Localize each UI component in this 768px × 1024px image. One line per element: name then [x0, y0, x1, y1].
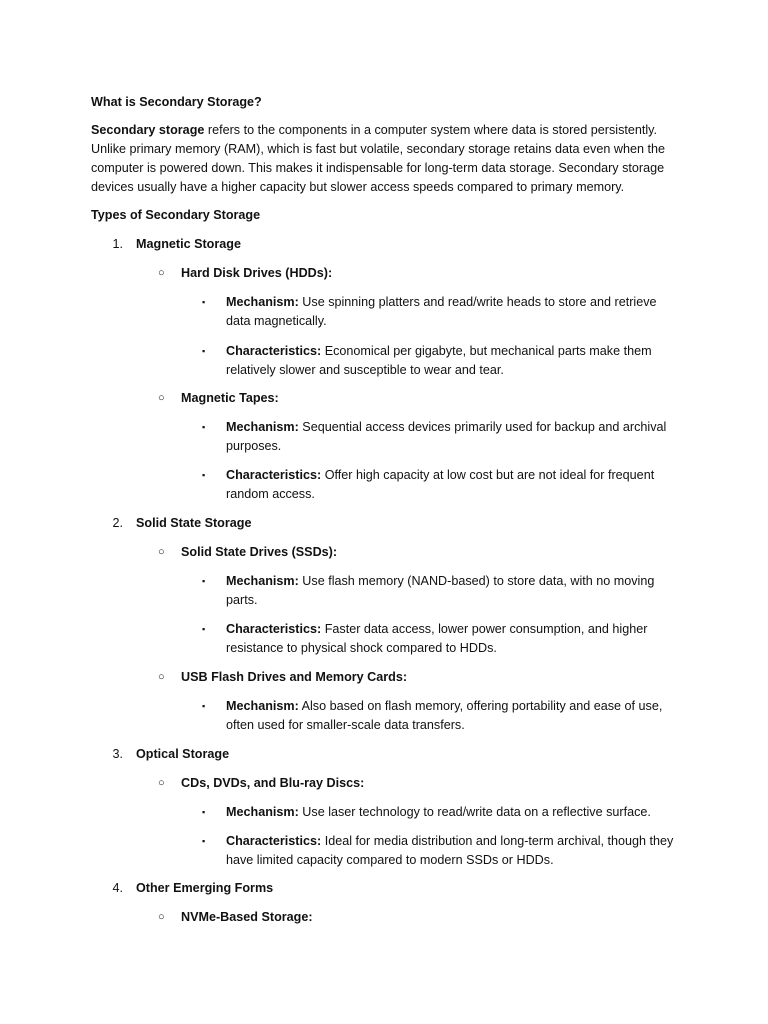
list-number: 3. [112, 747, 123, 761]
list-item: Mechanism: Sequential access devices primarily used for backup and archival purposes. [226, 420, 667, 453]
subsection-title: Magnetic Tapes: [181, 391, 279, 405]
intro-line-2: Unlike primary memory (RAM), which is fast but volatile, secondary storage retains data even when the [91, 142, 665, 156]
intro-line-4: devices usually have a higher capacity but slower access speeds compared to primary memory. [91, 180, 625, 194]
list-item: Mechanism: Also based on flash memory, offering portability and ease of use, often used for smaller-scale data transfers. [226, 699, 663, 732]
subsection-title: CDs, DVDs, and Blu-ray Discs: [181, 776, 365, 790]
square-bullet-icon: ▪ [202, 807, 206, 817]
list-number: 2. [112, 516, 123, 530]
section-title: Optical Storage [136, 747, 230, 761]
circle-bullet-icon: ○ [158, 671, 165, 683]
square-bullet-icon: ▪ [202, 297, 206, 307]
circle-bullet-icon: ○ [158, 392, 165, 404]
intro-line-1 [91, 121, 665, 140]
square-bullet-icon: ▪ [202, 346, 206, 356]
characteristics-label: Characteristics: [226, 834, 322, 848]
list-item: Characteristics: Faster data access, lower power consumption, and higher resistance to physical shock compared to HDDs. [226, 622, 648, 655]
subsection-title: Solid State Drives (SSDs): [181, 545, 338, 559]
mechanism-label: Mechanism: [226, 295, 299, 309]
section-title: Solid State Storage [136, 516, 252, 530]
list-item: Characteristics: Offer high capacity at low cost but are not ideal for frequent random access. [226, 468, 655, 501]
intro-term: Secondary storage [91, 123, 205, 137]
square-bullet-icon: ▪ [202, 422, 206, 432]
section-heading: Types of Secondary Storage [91, 208, 261, 222]
square-bullet-icon: ▪ [202, 470, 206, 480]
subsection-title: Hard Disk Drives (HDDs): [181, 266, 333, 280]
characteristics-label: Characteristics: [226, 468, 322, 482]
circle-bullet-icon: ○ [158, 911, 165, 923]
circle-bullet-icon: ○ [158, 777, 165, 789]
intro-line-1-text: refers to the components in a computer system where data is stored persistently. [204, 123, 658, 137]
circle-bullet-icon: ○ [158, 546, 165, 558]
list-number: 1. [112, 237, 123, 251]
mechanism-label: Mechanism: [226, 805, 299, 819]
square-bullet-icon: ▪ [202, 701, 206, 711]
list-item: Mechanism: Use flash memory (NAND-based) to store data, with no moving parts. [226, 574, 655, 607]
mechanism-label: Mechanism: [226, 699, 299, 713]
list-item: Characteristics: Ideal for media distribution and long-term archival, though they have limited capacity compared to modern SSDs or HDDs. [226, 834, 674, 867]
list-item: Characteristics: Economical per gigabyte, but mechanical parts make them relatively slower and susceptible to wear and tear. [226, 344, 652, 377]
section-title: Magnetic Storage [136, 237, 241, 251]
mechanism-label: Mechanism: [226, 420, 299, 434]
characteristics-label: Characteristics: [226, 344, 322, 358]
mechanism-label: Mechanism: [226, 574, 299, 588]
square-bullet-icon: ▪ [202, 576, 206, 586]
intro-paragraph [91, 121, 665, 197]
section-title: Other Emerging Forms [136, 881, 274, 895]
page-title: What is Secondary Storage? [91, 95, 262, 109]
subsection-title: NVMe-Based Storage: [181, 910, 313, 924]
intro-line-3: computer is powered down. This makes it indispensable for long-term data storage. Secondary storage [91, 161, 665, 175]
list-item: Mechanism: Use spinning platters and read/write heads to store and retrieve data magnetically. [226, 295, 657, 328]
square-bullet-icon: ▪ [202, 836, 206, 846]
subsection-title: USB Flash Drives and Memory Cards: [181, 670, 408, 684]
square-bullet-icon: ▪ [202, 624, 206, 634]
list-number: 4. [112, 881, 123, 895]
list-item: Mechanism: Use laser technology to read/write data on a reflective surface. [226, 805, 651, 819]
characteristics-label: Characteristics: [226, 622, 322, 636]
circle-bullet-icon: ○ [158, 267, 165, 279]
